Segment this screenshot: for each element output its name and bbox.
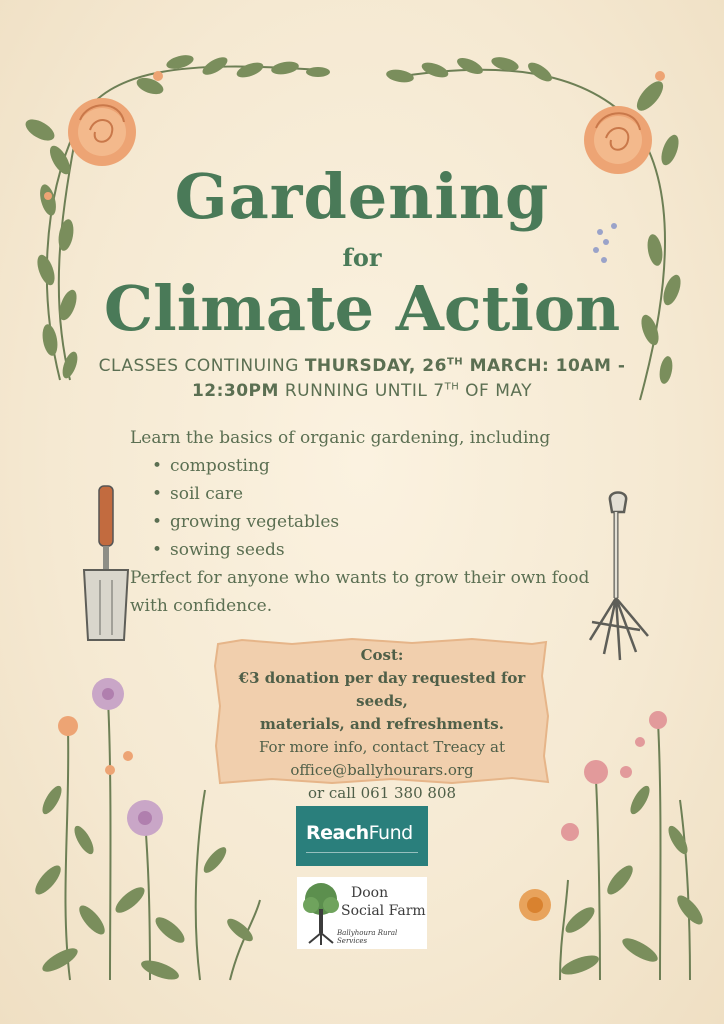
- title-line-1: Gardening: [174, 160, 550, 233]
- cost-text: [212, 636, 552, 805]
- reachfund-normal: Fund: [368, 822, 413, 844]
- schedule-running: RUNNING UNTIL 7: [278, 381, 445, 401]
- schedule-running-end: OF MAY: [459, 381, 533, 401]
- cost-box: [212, 636, 552, 802]
- schedule-line-1: [0, 356, 724, 376]
- contact-phone: or call 061 380 808: [307, 784, 457, 802]
- wildflower-icon: [559, 783, 707, 978]
- schedule-month-time: MARCH: 10AM -: [463, 356, 626, 376]
- doon-line-3: Ballyhoura Rural Services: [337, 929, 398, 945]
- doon-line-2: Social Farm: [341, 903, 426, 919]
- cost-heading: Cost:: [360, 646, 404, 664]
- schedule-line-2: [0, 381, 724, 401]
- reachfund-logo: [296, 806, 428, 866]
- title-connector: for: [342, 243, 382, 272]
- closing-text: Perfect for anyone who wants to grow their own food with confidence.: [130, 568, 590, 616]
- cost-line-1: €3 donation per day requested for seeds,: [238, 669, 526, 710]
- list-item: • sowing seeds: [170, 536, 600, 564]
- list-item: • composting: [170, 452, 600, 480]
- schedule-prefix: CLASSES CONTINUING: [98, 356, 305, 376]
- cost-line-2: materials, and refreshments.: [260, 715, 504, 733]
- reachfund-bold: Reach: [306, 822, 369, 844]
- intro-text: Learn the basics of organic gardening, including: [130, 428, 551, 448]
- list-item: • growing vegetables: [170, 508, 600, 536]
- doon-social-farm-logo: [297, 877, 427, 949]
- doon-line-1: Doon: [351, 885, 389, 901]
- trowel-icon: [84, 486, 128, 640]
- topic-list: [130, 452, 600, 564]
- schedule-day-sup: TH: [446, 356, 464, 368]
- list-item: • soil care: [170, 480, 600, 508]
- schedule-end-time: 12:30PM: [191, 381, 279, 401]
- reachfund-wordmark: [306, 822, 413, 844]
- schedule-running-sup: TH: [444, 381, 460, 393]
- contact-email[interactable]: office@ballyhourars.org: [290, 761, 474, 779]
- schedule-day: THURSDAY, 26: [304, 356, 447, 376]
- title-line-2: Climate Action: [103, 272, 621, 345]
- description: [130, 424, 600, 620]
- cost-line-3: For more info, contact Treacy at: [258, 738, 506, 756]
- reachfund-sponsor-strip: [306, 852, 418, 859]
